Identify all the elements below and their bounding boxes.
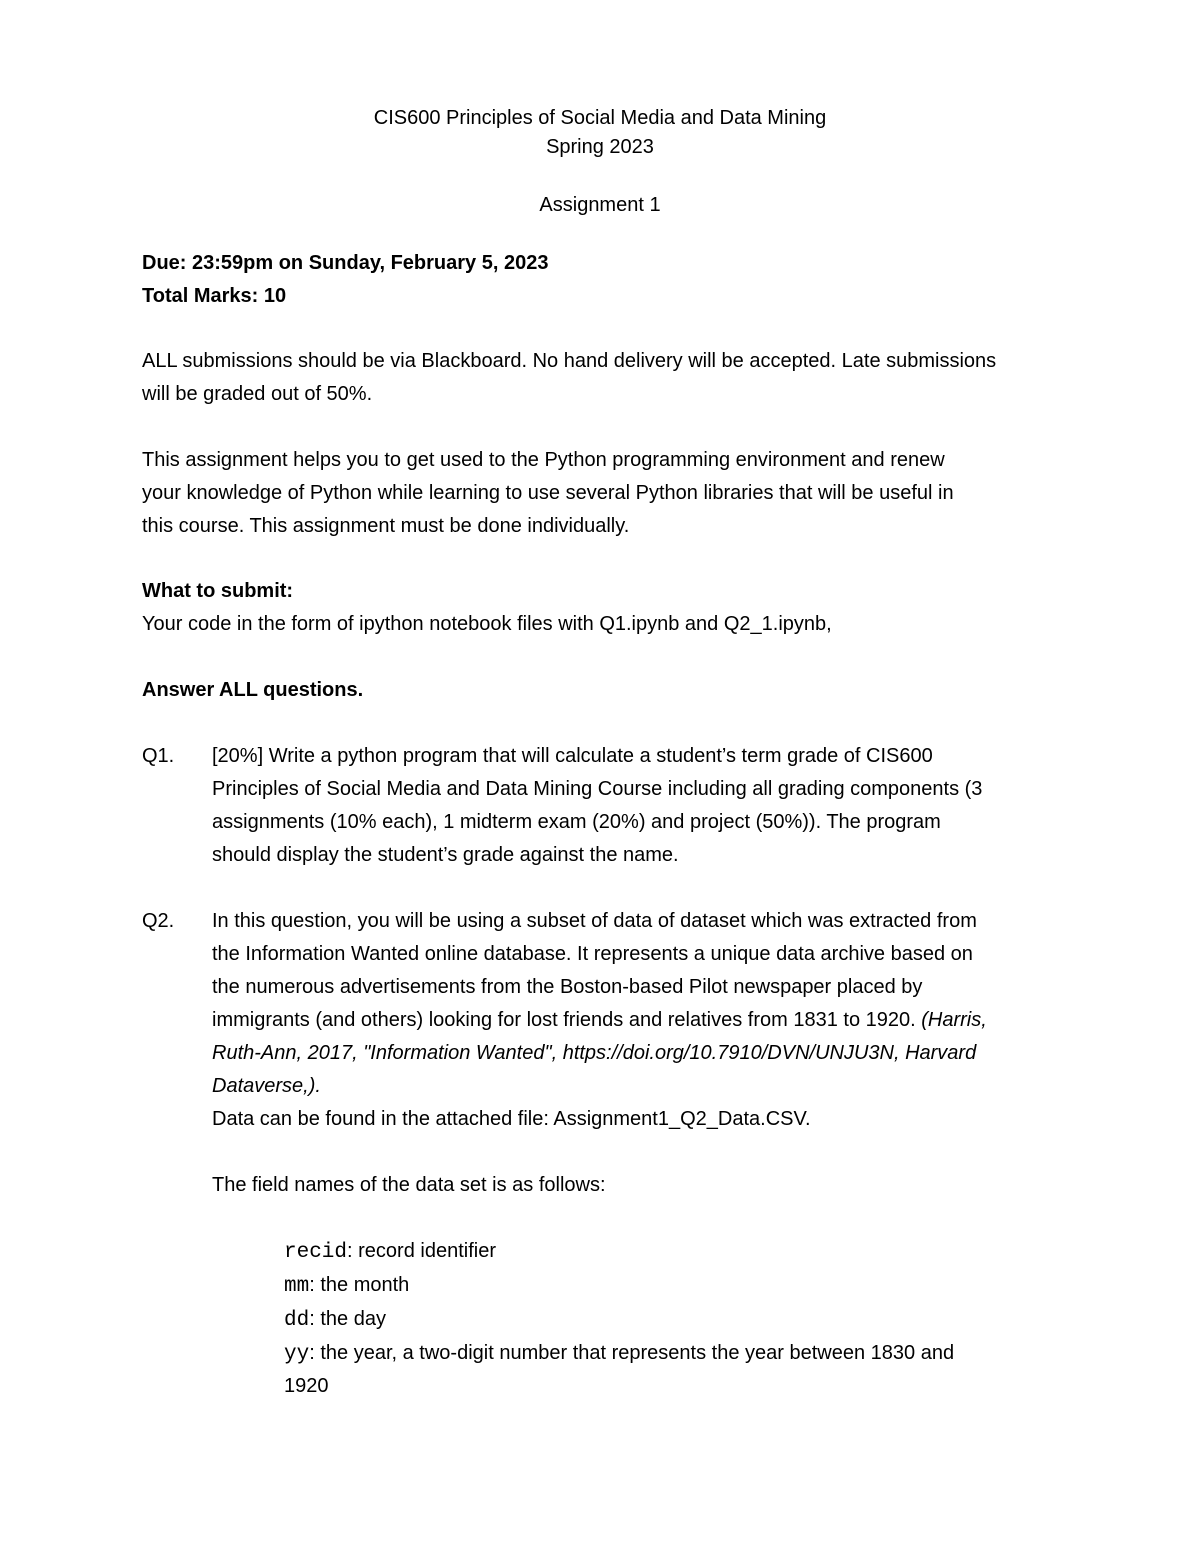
what-to-submit-text: Your code in the form of ipython notebook files with Q1.ipynb and Q2_1.ipynb, xyxy=(142,613,832,635)
q2-line-3: the numerous advertisements from the Boston-based Pilot newspaper placed by xyxy=(212,976,923,998)
field-separator: : xyxy=(309,1274,321,1296)
intro-line-3: this course. This assignment must be done individually. xyxy=(142,515,630,537)
field-name: mm xyxy=(284,1275,310,1298)
intro-line-1: This assignment helps you to get used to the Python programming environment and renew xyxy=(142,449,945,471)
q2-line-2: the Information Wanted online database. It represents a unique data archive based on xyxy=(212,943,973,965)
q1-line-4: should display the student’s grade against the name. xyxy=(212,844,679,866)
field-description: record identifier xyxy=(358,1240,496,1262)
field-item-recid xyxy=(284,1235,496,1269)
q2-citation-line-3: Dataverse,). xyxy=(212,1075,321,1097)
field-yy-continuation: 1920 xyxy=(284,1375,329,1397)
field-item-yy xyxy=(284,1337,954,1371)
field-name: yy xyxy=(284,1343,310,1366)
total-marks: Total Marks: 10 xyxy=(142,285,287,307)
q2-fields-intro: The field names of the data set is as follows: xyxy=(212,1174,606,1196)
course-title: CIS600 Principles of Social Media and Data Mining xyxy=(373,107,827,129)
q1-line-1: [20%] Write a python program that will calculate a student’s term grade of CIS600 xyxy=(212,745,933,767)
field-description: the month xyxy=(320,1274,410,1296)
assignment-title: Assignment 1 xyxy=(539,194,661,216)
term: Spring 2023 xyxy=(546,136,654,158)
q1-line-2: Principles of Social Media and Data Mining Course including all grading components (3 xyxy=(212,778,983,800)
submission-note-line-2: will be graded out of 50%. xyxy=(142,383,373,405)
field-name: recid xyxy=(284,1241,348,1264)
field-name: dd xyxy=(284,1309,310,1332)
field-separator: : xyxy=(347,1240,359,1262)
q2-line-1: In this question, you will be using a subset of data of dataset which was extracted from xyxy=(212,910,977,932)
submission-note-line-1: ALL submissions should be via Blackboard. No hand delivery will be accepted. Late submissions xyxy=(142,350,997,372)
q2-number: Q2. xyxy=(142,910,175,932)
q2-line-4-text: immigrants (and others) looking for lost friends and relatives from 1831 to 1920. xyxy=(212,1009,922,1031)
field-separator: : xyxy=(309,1308,321,1330)
q2-data-file-note: Data can be found in the attached file: Assignment1_Q2_Data.CSV. xyxy=(212,1108,811,1130)
due-date: Due: 23:59pm on Sunday, February 5, 2023 xyxy=(142,252,549,274)
q1-number: Q1. xyxy=(142,745,175,767)
intro-line-2: your knowledge of Python while learning to use several Python libraries that will be useful in xyxy=(142,482,954,504)
q1-line-3: assignments (10% each), 1 midterm exam (20%) and project (50%)). The program xyxy=(212,811,941,833)
answer-all-heading: Answer ALL questions. xyxy=(142,679,364,701)
what-to-submit-heading: What to submit: xyxy=(142,580,294,602)
field-item-mm xyxy=(284,1269,409,1303)
q2-line-4 xyxy=(212,1004,987,1037)
field-item-dd xyxy=(284,1303,386,1337)
field-description: the day xyxy=(320,1308,386,1330)
q2-citation-start: (Harris, xyxy=(921,1009,987,1031)
field-description: the year, a two-digit number that represents the year between 1830 and xyxy=(320,1342,955,1364)
field-separator: : xyxy=(309,1342,321,1364)
q2-citation-line-2: Ruth-Ann, 2017, "Information Wanted", https://doi.org/10.7910/DVN/UNJU3N, Harvard xyxy=(212,1042,977,1064)
